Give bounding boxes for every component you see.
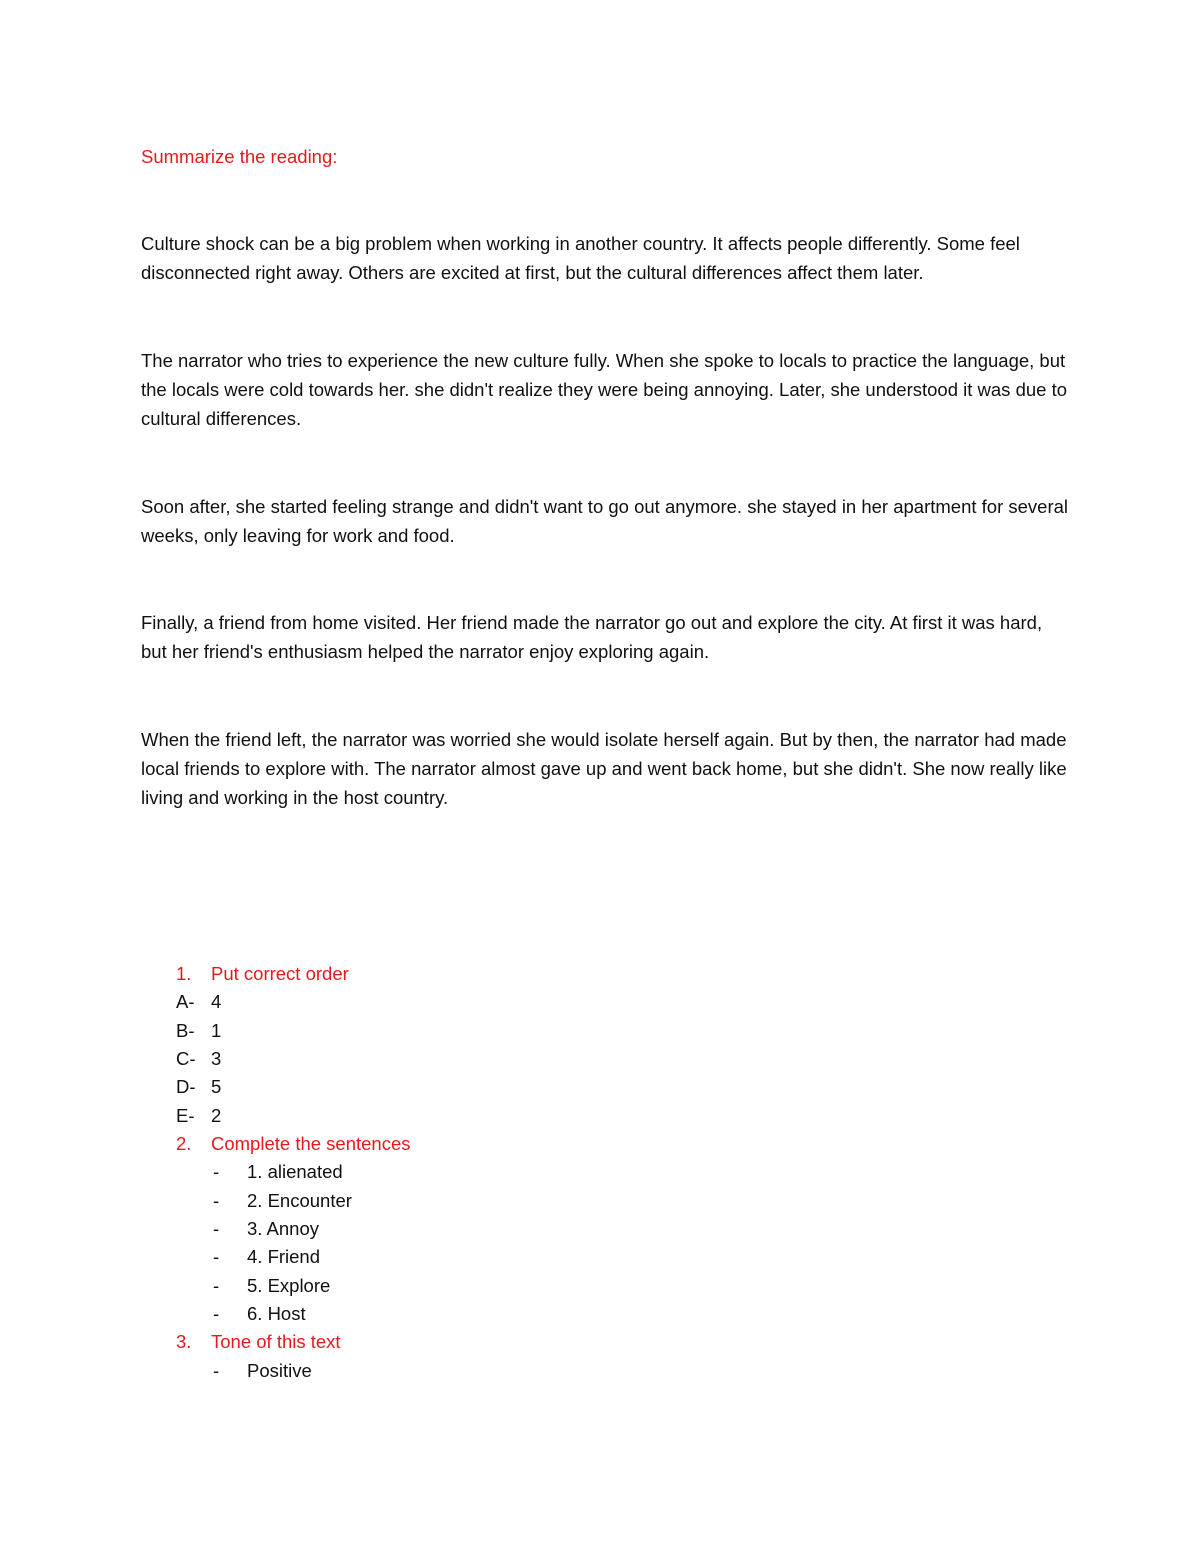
list-item [141, 1017, 841, 1045]
list-item [141, 1158, 841, 1186]
paragraph-text: When the friend left, the narrator was worried she would isolate herself again. But by then, the narrator had made local friends to explore with. The narrator almost gave up and went back home, but she didn't. She now really like living and working in the host country. [141, 729, 1067, 808]
paragraph-text: The narrator who tries to experience the new culture fully. When she spoke to locals to practice the language, but the locals were cold towards her. she didn't realize they were being annoying. Later, she understood it was due to cultural differences. [141, 350, 1068, 429]
item-text: 3. Annoy [247, 1218, 320, 1240]
paragraph-1 [141, 229, 1071, 287]
paragraph-5 [141, 725, 1071, 812]
section-heading-tone [141, 1328, 841, 1356]
paragraph-text: Soon after, she started feeling strange and didn't want to go out anymore. she stayed in her apartment for several weeks, only leaving for work and food. [141, 496, 1069, 546]
item-value: 5 [211, 1076, 222, 1098]
section-title: Complete the sentences [211, 1133, 411, 1155]
item-label: A- [176, 991, 195, 1013]
item-label: B- [176, 1019, 195, 1041]
section-heading-complete [141, 1130, 841, 1158]
item-text: 6. Host [247, 1303, 306, 1325]
item-label: E- [176, 1104, 195, 1126]
summary-heading: Summarize the reading: [141, 146, 338, 167]
list-item [141, 1187, 841, 1215]
item-value: 2 [211, 1104, 222, 1126]
paragraph-text: Culture shock can be a big problem when working in another country. It affects people differently. Some feel disconnected right away. Others are excited at first, but the cultural differences affect them later. [141, 233, 1020, 283]
section-number: 3. [176, 1331, 192, 1353]
paragraph-4 [141, 608, 1071, 666]
item-value: 1 [211, 1019, 222, 1041]
bullet-dash: - [213, 1218, 220, 1240]
section-number: 2. [176, 1133, 192, 1155]
list-item [141, 1300, 841, 1328]
bullet-dash: - [213, 1359, 220, 1381]
list-item [141, 1045, 841, 1073]
bullet-dash: - [213, 1274, 220, 1296]
section-heading-order [141, 960, 841, 988]
list-item [141, 1243, 841, 1271]
item-label: C- [176, 1048, 196, 1070]
list-item [141, 1215, 841, 1243]
bullet-dash: - [213, 1189, 220, 1211]
answers-list [141, 960, 841, 1385]
item-text: Positive [247, 1359, 312, 1381]
list-item [141, 988, 841, 1016]
item-text: 5. Explore [247, 1274, 331, 1296]
list-item [141, 1357, 841, 1385]
list-item [141, 1272, 841, 1300]
bullet-dash: - [213, 1303, 220, 1325]
bullet-dash: - [213, 1246, 220, 1268]
item-text: 2. Encounter [247, 1189, 352, 1211]
bullet-dash: - [213, 1161, 220, 1183]
list-item [141, 1073, 841, 1101]
list-item [141, 1102, 841, 1130]
paragraph-3 [141, 492, 1071, 550]
item-value: 4 [211, 991, 222, 1013]
item-text: 4. Friend [247, 1246, 321, 1268]
section-title: Put correct order [211, 963, 349, 984]
item-text: 1. alienated [247, 1161, 343, 1183]
section-title: Tone of this text [211, 1331, 341, 1353]
paragraph-text: Finally, a friend from home visited. Her friend made the narrator go out and explore the city. At first it was hard, but her friend's enthusiasm helped the narrator enjoy exploring again. [141, 612, 1043, 662]
section-number: 1. [176, 963, 192, 984]
item-value: 3 [211, 1048, 222, 1070]
item-label: D- [176, 1076, 196, 1098]
paragraph-2 [141, 346, 1071, 433]
